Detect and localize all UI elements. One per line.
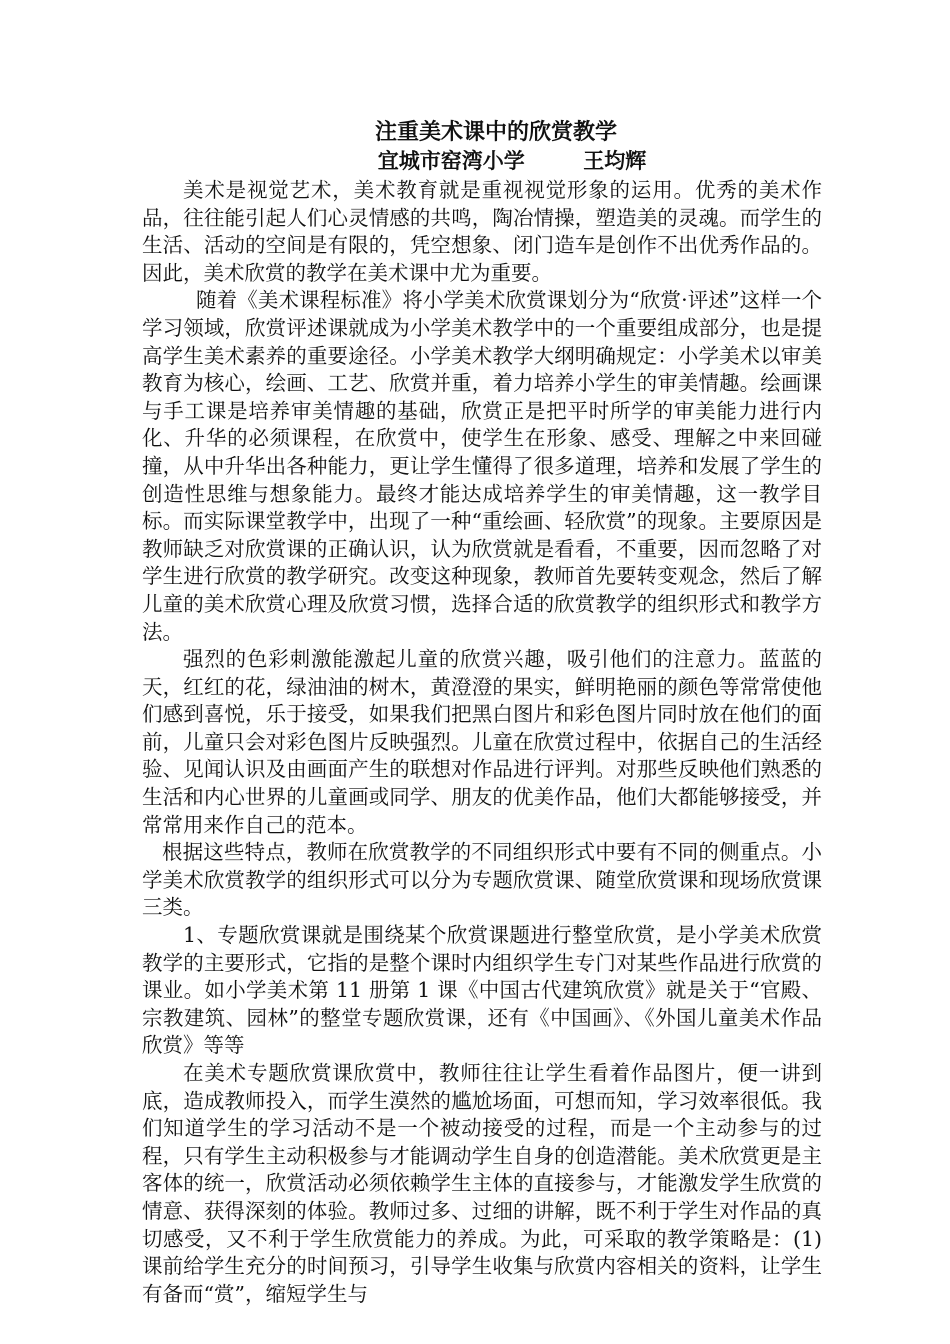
paragraph-6: 在美术专题欣赏课欣赏中，教师往往让学生看着作品图片，便一讲到底，造成教师投入，而学生漠然的尴尬场面，可想而知，学习效率很低。我们知道学生的学习活动不是一个被动接受的过程，而是一个主动参与的过程，只有学生主动积极参与才能调动学生自身的创造潜能。美术欣赏更是主客体的统一，欣赏活动必须依赖学生主体的直接参与，才能激发学生欣赏的情意、获得深刻的体验。教师过多、过细的讲解，既不利于学生对作品的真切感受，又不利于学生欣赏能力的养成。为此，可采取的教学策略是：(1)课前给学生充分的时间预习，引导学生收集与欣赏内容相关的资料，让学生有备而“赏”，缩短学生与: [142, 1061, 822, 1306]
paragraph-5: 1、专题欣赏课就是围绕某个欣赏课题进行整堂欣赏，是小学美术欣赏教学的主要形式，它指的是整个课时内组织学生专门对某些作品进行欣赏的课业。如小学美术第 11 册第 1 课《中国古代建筑欣赏》就是关于“官殿、宗教建筑、园林”的整堂专题欣赏课，还有《中国画》、《外国儿童美术作品欣赏》等等: [142, 923, 822, 1058]
paragraph-2: 随着《美术课程标准》将小学美术欣赏课划分为“欣赏·评述”这样一个学习领域，欣赏评述课就成为小学美术教学中的一个重要组成部分，也是提高学生美术素养的重要途径。小学美术教学大纲明确规定：小学美术以审美教育为核心，绘画、工艺、欣赏并重，着力培养小学生的审美情趣。绘画课与手工课是培养审美情趣的基础，欣赏正是把平时所学的审美能力进行内化、升华的必须课程，在欣赏中，使学生在形象、感受、理解之中来回碰撞，从中升华出各种能力，更让学生懂得了很多道理，培养和发展了学生的创造性思维与想象能力。最终才能达成培养学生的审美情趣，这一教学目标。而实际课堂教学中，出现了一种“重绘画、轻欣赏”的现象。主要原因是教师缺乏对欣赏课的正确认识，认为欣赏就是看看，不重要，因而忽略了对学生进行欣赏的教学研究。改变这种现象，教师首先要转变观念，然后了解儿童的美术欣赏心理及欣赏习惯，选择合适的欣赏教学的组织形式和教学方法。: [142, 288, 822, 644]
author-byline: 宜城市窑湾小学 王均辉: [377, 149, 647, 173]
paragraph-3: 强烈的色彩刺激能激起儿童的欣赏兴趣，吸引他们的注意力。蓝蓝的天，红红的花，绿油油的树木，黄澄澄的果实，鲜明艳丽的颜色等常常使他们感到喜悦，乐于接受，如果我们把黑白图片和彩色图片同时放在他们的面前，儿童只会对彩色图片反映强烈。儿童在欣赏过程中，依据自己的生活经验、见闻认识及由画面产生的联想对作品进行评判。对那些反映他们熟悉的生活和内心世界的儿童画或同学、朋友的优美作品，他们大都能够接受，并常常用来作自己的范本。: [142, 647, 822, 837]
paragraph-1: 美术是视觉艺术，美术教育就是重视视觉形象的运用。优秀的美术作品，往往能引起人们心灵情感的共鸣，陶冶情操，塑造美的灵魂。而学生的生活、活动的空间是有限的，凭空想象、闭门造车是创作不出优秀作品的。因此，美术欣赏的教学在美术课中尤为重要。: [142, 178, 822, 285]
document-title: 注重美术课中的欣赏教学: [374, 120, 617, 145]
document-page: [142, 118, 822, 1308]
paragraph-4: 根据这些特点，教师在欣赏教学的不同组织形式中要有不同的侧重点。小学美术欣赏教学的组织形式可以分为专题欣赏课、随堂欣赏课和现场欣赏课三类。: [142, 840, 822, 920]
